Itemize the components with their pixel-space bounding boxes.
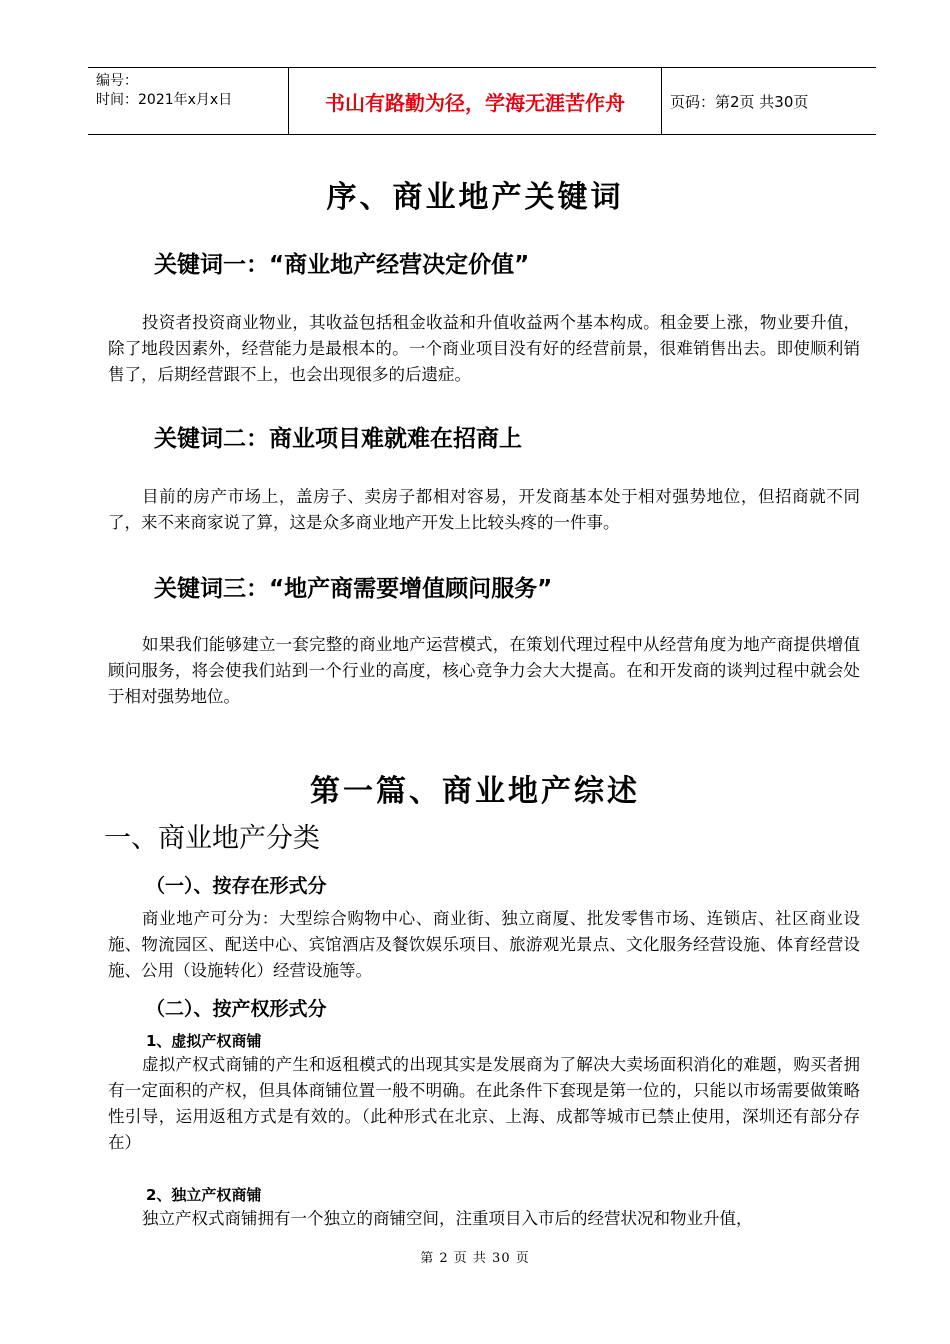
- section1-title: 一、商业地产分类: [104, 823, 320, 854]
- time-label: 时间：2021年x月x日: [96, 92, 233, 108]
- part1-title: 第一篇、商业地产综述: [310, 774, 640, 809]
- header-meta: [88, 68, 288, 134]
- keyword1-title: 关键词一：“商业地产经营决定价值”: [154, 252, 530, 278]
- serial-label: 编号：: [96, 73, 138, 89]
- keyword3-text: 如果我们能够建立一套完整的商业地产运营模式，在策划代理过程中从经营角度为地产商提供增值顾问服务，将会使我们站到一个行业的高度，核心竞争力会大大提高。在和开发商的谈判过程中就会处于相对强势地位。: [108, 635, 860, 706]
- keyword2-title: 关键词二：商业项目难就难在招商上: [154, 426, 522, 452]
- keyword2-text: 目前的房产市场上，盖房子、卖房子都相对容易，开发商基本处于相对强势地位，但招商就不同了，来不来商家说了算，这是众多商业地产开发上比较头疼的一件事。: [108, 487, 860, 532]
- sub2-title: （二）、按产权形式分: [146, 998, 327, 1020]
- page-header: [88, 67, 876, 135]
- item1-text: 虚拟产权式商铺的产生和返租模式的出现其实是发展商为了解决大卖场面积消化的难题，购买者拥有一定面积的产权，但具体商铺位置一般不明确。在此条件下套现是第一位的，只能以市场需要做策略性引导，运用返租方式是有效的。（此种形式在北京、上海、成都等城市已禁止使用，深圳还有部分存在）: [108, 1055, 860, 1152]
- keyword1-text: 投资者投资商业物业，其收益包括租金收益和升值收益两个基本构成。租金要上涨，物业要升值，除了地段因素外，经营能力是最根本的。一个商业项目没有好的经营前景，很难销售出去。即使顺利销售了，后期经营跟不上，也会出现很多的后遗症。: [108, 313, 860, 384]
- preface-title: 序、商业地产关键词: [326, 180, 624, 215]
- header-motto: 书山有路勤为径，学海无涯苦作舟: [288, 68, 662, 134]
- item1-title: 1、虚拟产权商铺: [146, 1032, 262, 1050]
- item2-title: 2、独立产权商铺: [146, 1186, 262, 1204]
- item2-text: 独立产权式商铺拥有一个独立的商铺空间，注重项目入市后的经营状况和物业升值，: [142, 1209, 753, 1228]
- page-footer: 第 2 页 共 30 页: [420, 1251, 530, 1266]
- sub1-title: （一）、按存在形式分: [146, 875, 327, 897]
- header-page-info: 页码：第2页 共30页: [670, 92, 809, 111]
- keyword3-title: 关键词三：“地产商需要增值顾问服务”: [154, 576, 553, 602]
- sub1-text: 商业地产可分为：大型综合购物中心、商业街、独立商厦、批发零售市场、连锁店、社区商业设施、物流园区、配送中心、宾馆酒店及餐饮娱乐项目、旅游观光景点、文化服务经营设施、体育经营设施、公用（设施转化）经营设施等。: [108, 909, 860, 980]
